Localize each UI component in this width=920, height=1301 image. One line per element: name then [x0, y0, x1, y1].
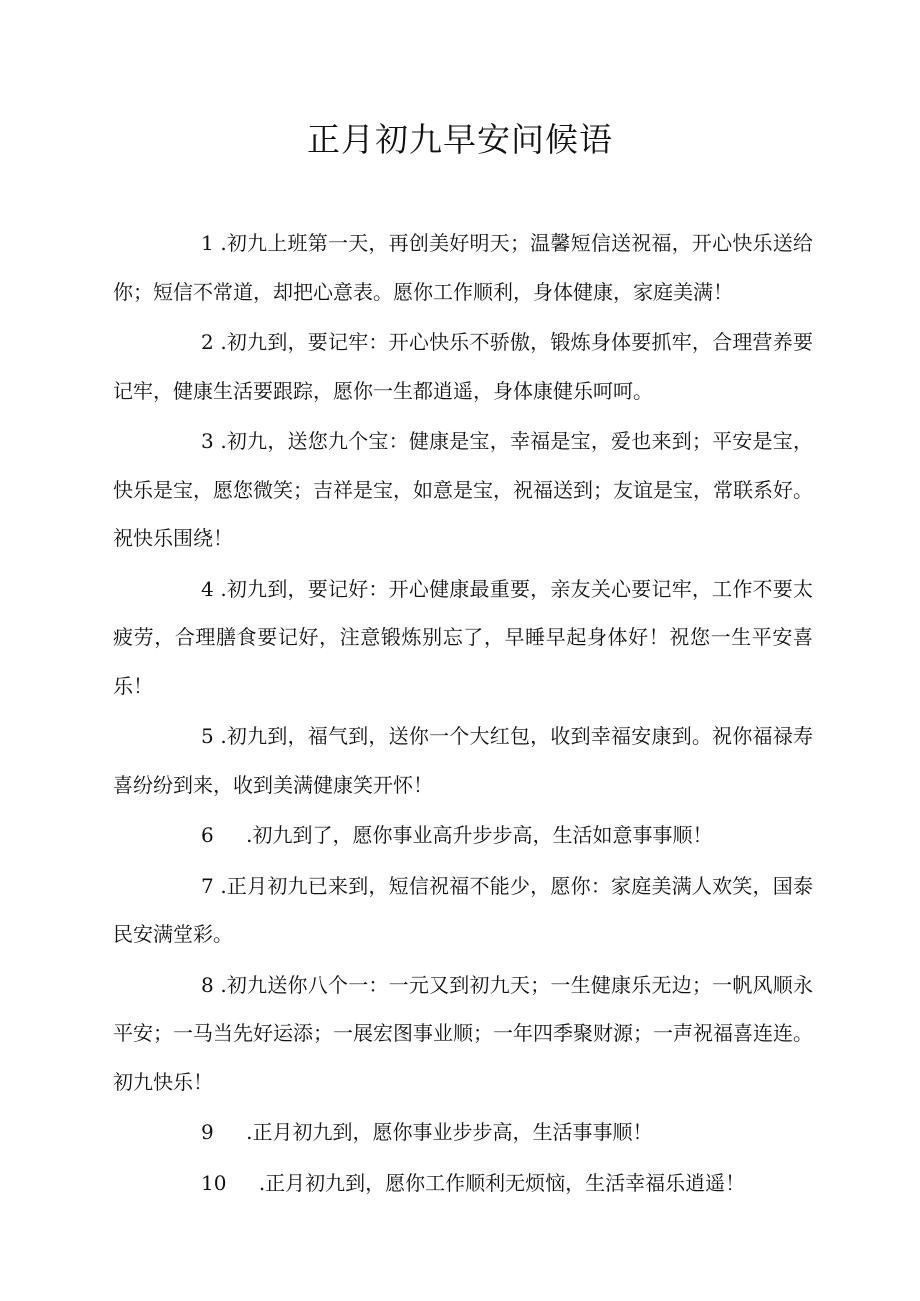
item-number: 6 — [201, 823, 214, 847]
item-text: .正月初九到，愿你工作顺利无烦恼，生活幸福乐逍遥！ — [258, 1170, 746, 1195]
page-title: 正月初九早安问候语 — [307, 120, 613, 159]
list-item — [113, 712, 813, 809]
item-text: .初九，送您九个宝：健康是宝，幸福是宝，爱也来到；平安是宝，快乐是宝，愿您微笑；吉祥是宝，如意是宝，祝福送到；友谊是宝，常联系好。祝快乐围绕！ — [113, 429, 813, 550]
item-number: 10 — [201, 1170, 227, 1195]
item-text: .初九送你八个一：一元又到初九天；一生健康乐无边；一帆风顺永平安；一马当先好运添；一展宏图事业顺；一年四季聚财源；一声祝福喜连连。初九快乐！ — [113, 972, 813, 1094]
item-text: .正月初九已来到，短信祝福不能少，愿你：家庭美满人欢笑，国泰民安满堂彩。 — [113, 873, 813, 946]
item-text: .正月初九到，愿你事业步步高，生活事事顺！ — [246, 1120, 653, 1144]
list-item — [113, 1159, 813, 1208]
item-text: .初九上班第一天，再创美好明天；温馨短信送祝福，开心快乐送给你；短信不常道，却把心意表。愿你工作顺利，身体健康，家庭美满！ — [113, 231, 813, 304]
list-item — [113, 811, 813, 860]
item-text: .初九到，福气到，送你一个大红包，收到幸福安康到。祝你福禄寿喜纷纷到来，收到美满健康笑开怀！ — [113, 724, 813, 797]
item-number: 3 — [201, 429, 214, 453]
list-item — [113, 862, 813, 959]
item-number: 9 — [201, 1120, 214, 1144]
item-number: 8 — [201, 972, 214, 997]
greeting-list — [113, 219, 813, 1209]
list-item — [113, 1108, 813, 1157]
item-number: 4 — [201, 576, 214, 601]
list-item — [113, 219, 813, 316]
item-number: 2 — [201, 330, 214, 354]
item-number: 1 — [201, 231, 214, 255]
item-text: .初九到，要记好：开心健康最重要，亲友关心要记牢，工作不要太疲劳，合理膳食要记好，注意锻炼别忘了，早睡早起身体好！祝您一生平安喜乐！ — [113, 576, 813, 698]
item-number: 5 — [201, 724, 214, 748]
item-text: .初九到，要记牢：开心快乐不骄傲，锻炼身体要抓牢，合理营养要记牢，健康生活要跟踪，愿你一生都逍遥，身体康健乐呵呵。 — [113, 330, 813, 403]
list-item — [113, 961, 813, 1107]
item-text: .初九到了，愿你事业高升步步高，生活如意事事顺！ — [246, 823, 713, 847]
list-item — [113, 318, 813, 415]
list-item — [113, 417, 813, 563]
list-item — [113, 565, 813, 711]
item-number: 7 — [201, 873, 214, 898]
